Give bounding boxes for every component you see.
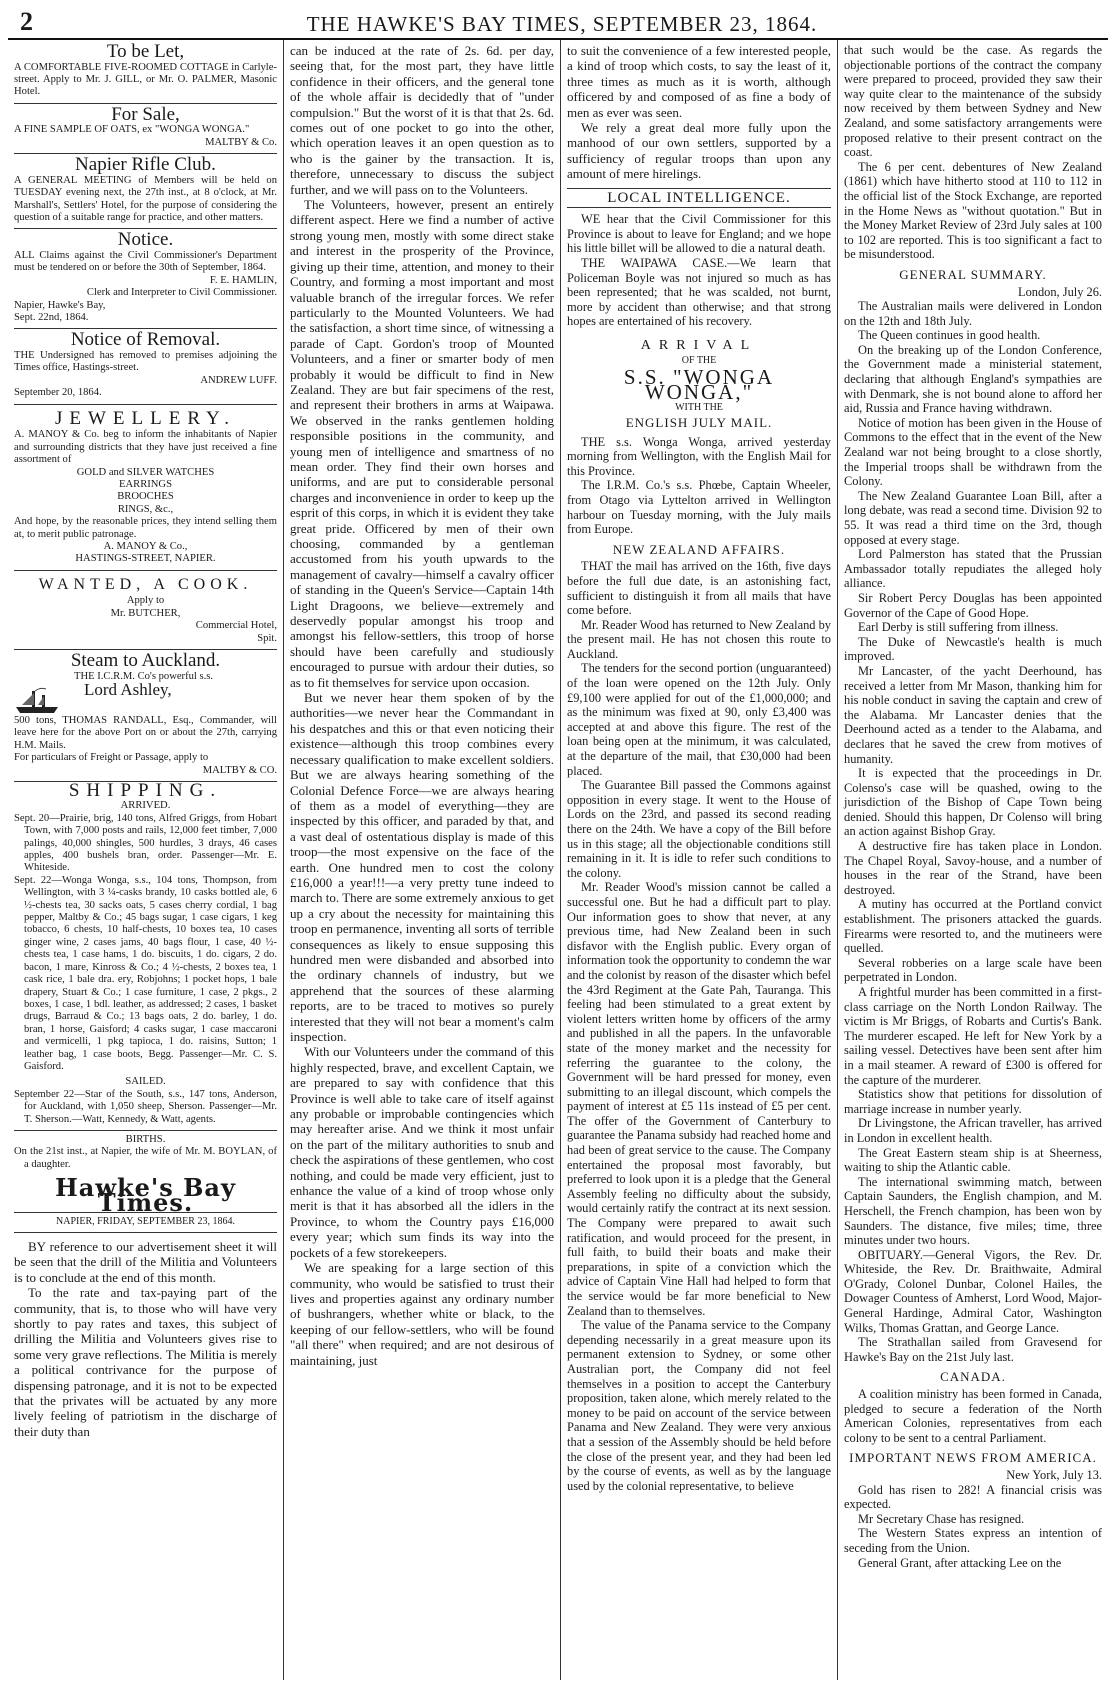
ad-removal [14,331,277,404]
summary-item: Earl Derby is still suffering from illness. [858,620,1059,635]
shipping-section [14,780,277,1126]
nz-item: The tenders for the second portion (unguaranteed) of the loan were opened on the 12th July. Only £9,100 were applied for out of the £1,000,000; and as the minimum was fixed at 90, only £3,400 was accepted at and above this figure. The rest of the loan being open at the minimum, it was calculated, at the departure of the mail, that £30,000 had been placed. [567,661,831,778]
ad-heading: To be Let, [106,41,185,62]
summary-item: Statistics show that petitions for dissolution of marriage increase in number yearly. [844,1087,1102,1116]
summary-item: A frightful murder has been committed in a first-class carriage on the North London Railway. The victim is Mr Briggs, of Robarts and Curtis's Bank. The murderer escaped. He left for New York by a sailing vessel. Detectives have been sent after him in a mail steamer. A reward of £300 is offered for the capture of the murderer. [844,985,1102,1087]
masthead [8,8,1108,40]
ad-signature: A. MANOY & Co., [103,540,188,552]
text-paragraph: that such would be the case. As regards the objectionable portions of the contract the company were prepared to proceed, provided they saw their way quite clear to the maintenance of the subsidy now received by them between Sydney and New Zealand, and some satisfactory arrangements were proposed relative to their present contract on the coast. [844,43,1102,160]
ad-signature: MALTBY & Co. [205,136,277,148]
ad-signature: F. E. HAMLIN, [209,274,277,286]
ad-text: A COMFORTABLE FIVE-ROOMED COTTAGE in Carlyle-street. Apply to Mr. J. GILL, or Mr. O. PALMER, Masonic Hotel. [14,61,277,98]
ad-heading: Napier Rifle Club. [75,154,216,176]
column-3 [560,40,837,1680]
summary-item: The Australian mails were delivered in London on the 12th and 18th July. [844,299,1102,328]
ad-item: RINGS, &c., [117,503,174,515]
america-item: Gold has risen to 282! A financial crisis was expected. [844,1482,1102,1512]
summary-item: The Strathallan sailed from Gravesend for Hawke's Bay on the 21st July last. [844,1335,1102,1364]
births-heading: BIRTHS. [125,1133,166,1145]
summary-item: Mr Lancaster, of the yacht Deerhound, has received a letter from Mr Mason, thanking him for his noble conduct in saving the captain and crew of the Alabama. Mr Lancaster denies that the Deerhound acted as a tender to the Alabama, and declares that he saved the crew from motives of humanity. [844,663,1102,766]
arrival-text: The I.R.M. Co.'s s.s. Phœbe, Captain Wheeler, from Otago via Lyttelton arrived in Wellington harbour on Tuesday morning, with the July mails from Europe. [567,478,831,537]
page-number: 2 [20,7,33,36]
summary-item: Several robberies on a large scale have been perpetrated in London. [844,955,1102,985]
america-date: New York, July 13. [1006,1468,1102,1482]
nz-item: Mr. Reader Wood's mission cannot be called a successful one. But he had a difficult part to play. Our information goes to show that never, at any previous time, had New Zealand been in such disfavor with the English public. Every organ of information took the opportunity to condemn the war and the colonist by reason of the disaster which befel the 43rd Regiment at the Gate Pah, Tauranga. This feeling had been stimulated to a great extent by violent letters written home by officers of the army and published in all the papers. In the unfavorable state of the money market and the necessity for referring the guarantee to the colony, the Government will be hard pressed for money, even submitting to an illegal discount, which compels the payment of interest at £5 11s instead of £5 per cent. The offer of the Government of Canterbury to guarantee the Panama subsidy had reached home and had been of great service to the cause. The Company entertained the proposal most favorably, but preferred to look upon it is a pledge that the General Assembly feeling no difficulty about the subsidy, would certainly ratify the contract at its next session. The Company were prepared to await such ratification, and would proceed for the present, in full faith, to build their boats and make their preparations, in spite of a conviction which the advice of Captain Vine Hall had helped to form that the service would be far more beneficial to New Zealand than to themselves. [567,880,831,1318]
summary-item: Notice of motion has been given in the House of Commons to the effect that in the event of the New Zealand war not being brought to a close shortly, the Imperial troops shall be withdrawn from the Colony. [844,415,1102,489]
ad-text: 500 tons, THOMAS RANDALL, Esq., Commander, will leave here for the above Port on or about the 27th, carrying H.M. Mails. [14,714,277,751]
summary-item: On the breaking up of the London Conference, the Government made a ministerial statement, declaring that although England's sympathies are with Denmark, she is not bound alone to afford her aid, Russia and France having withdrawn. [844,342,1102,416]
dateline: NAPIER, FRIDAY, SEPTEMBER 23, 1864. [14,1212,277,1233]
nz-item: THAT the mail has arrived on the 16th, five days before the full due date, is an astonishing fact, sufficient to distinguish it from all mails that have come before. [567,559,831,618]
arrival-heading [567,339,831,431]
editorial-paragraph: The Volunteers, however, present an entirely different aspect. Here we find a number of active strong young men, mostly with some direct stake and interest in the prosperity of the Province, giving up their time, attention, and money to their Country, and forming a most important and most valuable branch of the irregular forces. We refer particularly to the Mounted Volunteers. We had the satisfaction, a short time since, of witnessing a parade of Capt. Gordon's troop of Mounted Volunteers, and a finer or smarter body of men probably it would be difficult to find in New Zealand. They are but fair specimens of the rest, and represent their brothers in arms at Waipawa. We observed in the ranks gentlemen holding responsible positions in the community, and young men of intelligence and smartness of no mean order. They find their own horses and uniforms, and are put to considerable personal charges and inconvenience in order to keep up the esprit of this corps, in which it is evident they take great pride. Officered by men of their own choosing, commanded by a gentleman accustomed from his youth upwards to the management of cavalry—himself a cavalry officer of standing in the Queen's Service—Captain 14th Light Dragoons, we believe—extremely and deservedly popular amongst his troop and amongst his fellow-settlers, this troop of horse should have been carefully and studiously encouraged to pursue with ardour their duties, so as to fit themselves for service upon occasion. [290,197,554,690]
ship-name: Lord Ashley, [84,679,172,699]
page-title: THE HAWKE'S BAY TIMES, SEPTEMBER 23, 1864. [306,12,818,36]
column-2 [283,40,560,1680]
ad-text-2: And hope, by the reasonable prices, they intend selling them at, to merit public patronage. [14,516,277,540]
summary-item: A mutiny has occurred at the Portland convict establishment. The prisoners attacked the guards. Firearms were resorted to, and the mutineers were quelled. [844,897,1102,956]
ad-place: Napier, Hawke's Bay, [14,299,106,311]
ad-steam-auckland [14,649,277,782]
steamship-icon [14,685,60,715]
ad-heading: For Sale, [111,103,180,125]
summary-item: The Great Eastern steam ship is at Sheerness, waiting to ship the Atlantic cable. [844,1145,1102,1175]
column-4 [837,40,1108,1680]
summary-item: The international swimming match, between Captain Saunders, the English champion, and M. Herschell, the French champion, has been won by Saunders. The distance, five miles; time, three minutes under two hours. [844,1174,1102,1248]
local-item: THE WAIPAWA CASE.—We learn that Policeman Boyle was not injured so much as has been represented; that he was scalded, not burnt, more by accident than otherwise; and that strong hopes are entertained of his recovery. [567,256,831,329]
editorial-paragraph: We are speaking for a large section of this community, who would be satisfied to trust their lives and properties against any ordinary number of bushrangers, whether white or black, to the keeping of our fellow-settlers, who will be found "all there" when required; and are not desirous of maintaining, just [290,1260,554,1368]
ad-wanted-cook [14,573,277,650]
ad-heading: Steam to Auckland. [70,649,221,671]
ad-date: September 20, 1864. [14,387,102,399]
america-item: General Grant, after attacking Lee on the [858,1555,1062,1570]
section-heading: SHIPPING. [68,780,223,801]
editorial-paragraph: can be induced at the rate of 2s. 6d. per day, seeing that, for the most part, they have little confidence in their officers, and the general tone of the whole affair is decidedly that of "under compulsion." But the worst of it is that that 2s. 6d. comes out of one pocket to go into the other, which operation leaves it an open question as to who is the gainer by the transaction. It is, therefore, unnecessary to discuss the subject further, and we will pass on to the Volunteers. [290,43,554,197]
arrived-label: ARRIVED. [120,800,171,812]
shipping-entry: Sept. 20—Prairie, brig, 140 tons, Alfred Griggs, from Hobart Town, with 7,000 posts and rails, 12,000 feet timber, 7,000 palings, 40,000 shingles, 500 hurdles, 3 drays, 46 cases apples, 400 bushels bran, order. Passenger—Mr. E. Whiteside. [14,812,277,874]
arrival-ship: S.S. "WONGA WONGA," [623,365,775,404]
ad-hotel: Commercial Hotel, [195,620,277,632]
summary-item: A destructive fire has taken place in London. The Chapel Royal, Savoy-house, and a number of houses in the rear of the Strand, have been destroyed. [844,839,1102,897]
canada-text: A coalition ministry has been formed in Canada, pledged to secure a federation of the North American Colonies, representatives from each colony to be sent to a central Parliament. [844,1387,1102,1445]
ad-name: Mr. BUTCHER, [110,607,181,619]
paper-title: Hawke's Bay Times. [55,1173,236,1217]
ad-heading: WANTED, A COOK. [38,575,253,593]
ad-for-sale [14,103,277,154]
summary-item: It is expected that the proceedings in Dr. Colenso's case will be quashed, owing to the jurisdiction of the Bishop of Cape Town being denied. Should this happen, Dr Colenso will bring an action against Bishop Gray. [844,766,1102,839]
births-section [14,1130,277,1171]
ad-line: THE I.C.R.M. Co's powerful s.s. [74,670,214,682]
summary-item: The New Zealand Guarantee Loan Bill, after a long debate, was read a second time. Division 92 to 55. It was read a third time on the 3rd, though opposed at every stage. [844,488,1102,547]
shipping-entry: September 22—Star of the South, s.s., 147 tons, Anderson, for Auckland, with 1,050 sheep, Sherson. Passenger—Mr. T. Sherson.—Watt, Kennedy, & Watt, agents. [14,1088,277,1125]
ad-notice [14,231,277,329]
ad-address: HASTINGS-STREET, NAPIER. [75,553,216,565]
sailed-label: SAILED. [125,1076,166,1088]
arrival-line: WITH THE [675,402,723,414]
ad-text-2: For particulars of Freight or Passage, apply to [14,752,209,764]
ad-rifle-club [14,156,277,229]
nz-item: Mr. Reader Wood has returned to New Zealand by the present mail. He has not chosen this route to Auckland. [567,617,831,661]
text-paragraph: The 6 per cent. debentures of New Zealand (1861) which have hitherto stood at 110 to 112 in the official list of the Stock Exchange, are reported in the Home News as "without quotation." But in the Money Market Review of 23rd July sales at 100 to 102 are reported. This is too significant a fact to be misunderstood. [844,159,1102,262]
ad-item: GOLD and SILVER WATCHES [76,466,215,478]
section-heading-local: LOCAL INTELLIGENCE. [567,188,831,209]
ad-jewellery [14,407,277,571]
summary-item: Lord Palmerston has stated that the Prussian Ambassador totally repudiates the alleged holy alliance. [844,547,1102,591]
ad-signature-title: Clerk and Interpreter to Civil Commissioner. [86,287,277,299]
section-heading-america: IMPORTANT NEWS FROM AMERICA. [849,1450,1097,1466]
arrival-line: ENGLISH JULY MAIL. [625,414,773,430]
column-1 [8,40,283,1680]
ad-to-let [14,43,277,104]
ad-text: THE Undersigned has removed to premises adjoining the Times office, Hastings-street. [14,350,277,374]
ad-date: Sept. 22nd, 1864. [14,312,89,324]
local-item: WE hear that the Civil Commissioner for this Province is about to leave for England; and we hope his little billet will be allowed to die a natural death. [567,212,831,256]
summary-item: Sir Robert Percy Douglas has been appointed Governor of the Cape of Good Hope. [844,590,1102,620]
editorial-paragraph: to suit the convenience of a few interested people, a kind of troop which costs, to say the least of it, three times as much as it is worth, although officered by and composed of as fine a body of men as ever was seen. [567,43,831,120]
shipping-entry: Sept. 22—Wonga Wonga, s.s., 104 tons, Thompson, from Wellington, with 3 ¼-casks brandy, 10 casks bottled ale, 6 ½-chests tea, 30 sacks oats, 5 cases cherry cordial, 1 bag pepper, Maltby & Co.; 45 bags sugar, 1 case cigars, 1 keg tobacco, 6 chests, 10 half-chests, 10 boxes tea, 10 cases ginger wine, 2 cases jams, 40 bags flour, 1 case, 40 ½-chests tea, 1 case hams, 1 do. biscuits, 1 do. cigars, 2 do. bacon, 1 mare, Kinross & Co.; 4 ½-chests, 2 boxes tea, 1 cask rice, 1 bale dra. ery, Robjohns; 1 pocket hops, 1 bale drapery, Stuart & Co.; 1 case furniture, 1 case, 2 pkgs., 2 boxes, 1 case, 1 bdl. leather, as addressed; 2 cases, 1 basket drugs, Barraud & Co.; 13 bags oats, 2 do. barley, 1 do. bran, 1 horse, Gaisford; 4 casks sugar, 1 case maccaroni and vermicelli, 1 pkg tapioca, 1 do. raisins, Sutton; 1 leather bag, 1 case boots, Begg. Passenger—Mr. C. S. Gaisford. [14,874,277,1072]
ad-text: A FINE SAMPLE OF OATS, ex "WONGA WONGA." [14,124,250,136]
ad-text: ALL Claims against the Civil Commissioner's Department must be tendered on or before the 30th of September, 1864. [14,250,277,274]
ad-text: A GENERAL MEETING of Members will be held on TUESDAY evening next, the 27th inst., at 8 o'clock, at Mr. Marshall's, Settlers' Hotel, for the purpose of considering the question of a suitable range for practice, and other matters. [14,174,277,224]
section-heading-summary: GENERAL SUMMARY. [899,266,1047,282]
ad-heading: JEWELLERY. [54,407,236,429]
ad-item: BROOCHES [117,491,174,503]
summary-date: London, July 26. [1018,284,1102,299]
editorial [14,1239,277,1439]
ad-heading: Notice of Removal. [70,329,221,351]
ad-apply: Apply to [126,595,165,607]
ad-item: EARRINGS [119,478,172,490]
america-item: Mr Secretary Chase has resigned. [858,1511,1025,1526]
nz-item: The value of the Panama service to the Company depending necessarily in a great measure upon its permanent extension to Sydney, or some other Australian port, the Company did not feel themselves in a position to accept the Canterbury proposition, taken alone, which merely related to the money to be paid on account of the service between Panama and New Zealand. They were very anxious that a session of the Assembly should be held before the close of the present year, and they had been led by the course of events, as well as by the language used by the colonial representative, to believe [567,1318,831,1493]
ad-signature: ANDREW LUFF. [200,374,277,386]
births-text: On the 21st inst., at Napier, the wife of Mr. M. BOYLAN, of a daughter. [14,1146,277,1170]
summary-item: OBITUARY.—General Vigors, the Rev. Dr. Whiteside, the Rev. Dr. Braithwaite, Admiral O'Grady, Colonel Dunbar, Colonel Hailes, the Dowager Countess of Amherst, Lord Wood, Major-General Hardinge, Admiral Cator, Washington Wilks, Thomas Grattan, and George Lance. [844,1247,1102,1335]
summary-item: Dr Livingstone, the African traveller, has arrived in London in excellent health. [844,1116,1102,1145]
summary-item: The Queen continues in good health. [858,328,1041,343]
section-heading-nz: NEW ZEALAND AFFAIRS. [612,541,786,557]
editorial-paragraph: We rely a great deal more fully upon the manhood of our own settlers, supported by a sufficiency of regular troops than upon any amount of mere hirelings. [567,120,831,182]
ad-heading: Notice. [117,229,174,251]
america-item: The Western States express an intention of seceding from the Union. [844,1526,1102,1555]
arrival-line: ARRIVAL [640,338,758,353]
arrival-text: THE s.s. Wonga Wonga, arrived yesterday morning from Wellington, with the English Mail for this Province. [567,434,831,478]
editorial-paragraph: BY reference to our advertisement sheet it will be seen that the drill of the Militia and Volunteers is to conclude at the end of this month. [14,1238,277,1285]
section-heading-canada: CANADA. [940,1369,1006,1385]
editorial-paragraph: To the rate and tax-paying part of the community, that is, to those who will have very shortly to pay rates and taxes, this subject of drilling the Militia and Volunteers gives rise to some very grave reflections. The Militia is merely a political contrivance for the purpose of dispensing patronage, and it is not to be expected that the privates will be actuated by any more lively feeling of patriotism in the discharge of their duty than [14,1285,277,1439]
summary-item: The Duke of Newcastle's health is much improved. [844,634,1102,664]
nz-item: The Guarantee Bill passed the Commons against opposition in every stage. It went to the House of Lords on the 23rd, and passed its second reading there on the 24th. We have a copy of the Bill before us in this stage; all the objectionable conditions still remaining in it. It is idle to refer such conditions to the colony. [567,778,831,880]
ad-town: Spit. [257,632,277,644]
ad-text: A. MANOY & Co. beg to inform the inhabitants of Napier and surrounding districts that they have just received a fine assortment of [14,429,277,466]
editorial-paragraph: But we never hear them spoken of by the authorities—we never hear the Commandant in his despatches and this or that even noticing their existence—although this troop combines every necessary qualification to make excellent soldiers. But we are always hearing something of the Colonial Defence Force—we are always hearing of them as a model of everything—they are inspected by this officer, and paraded by that, and a vast deal of ostentatious display is made of this troop—the most expensive on the face of the earth. One hundred men to cost the colony £16,000 a year!!!—a very pretty tune indeed to march to. There are some extremely anxious to get up a cry about the necessity for maintaining this troop en permanence, inventing all sorts of terrible consequences as likely to ensue supposing this hundred men were disbanded and absorbed into the ordinary channels of industry, but we apprehend that the sources of these alarming reports, are to be traced to motives so purely interested that they will not bear a moment's calm inspection. [290,690,554,1044]
editorial-paragraph: With our Volunteers under the command of this highly respected, brave, and excellent Captain, we are prepared to say with confidence that this Province is well able to take care of itself against any probable or improbable contingencies which may hereafter arise. And we think it most unfair on the part of the military authorities to snub and check the aspirations of these gentlemen, who cost nothing, and could be made very efficient, just to enhance the value of a kind of troop whose only merit is that it has absorbed all the idlers in the Province, to whom the Country pays £16,000 every year; which sum finds its way into the pockets of a few storekeepers. [290,1044,554,1260]
ad-signature: MALTBY & CO. [202,764,277,776]
arrival-line: OF THE [681,354,717,366]
